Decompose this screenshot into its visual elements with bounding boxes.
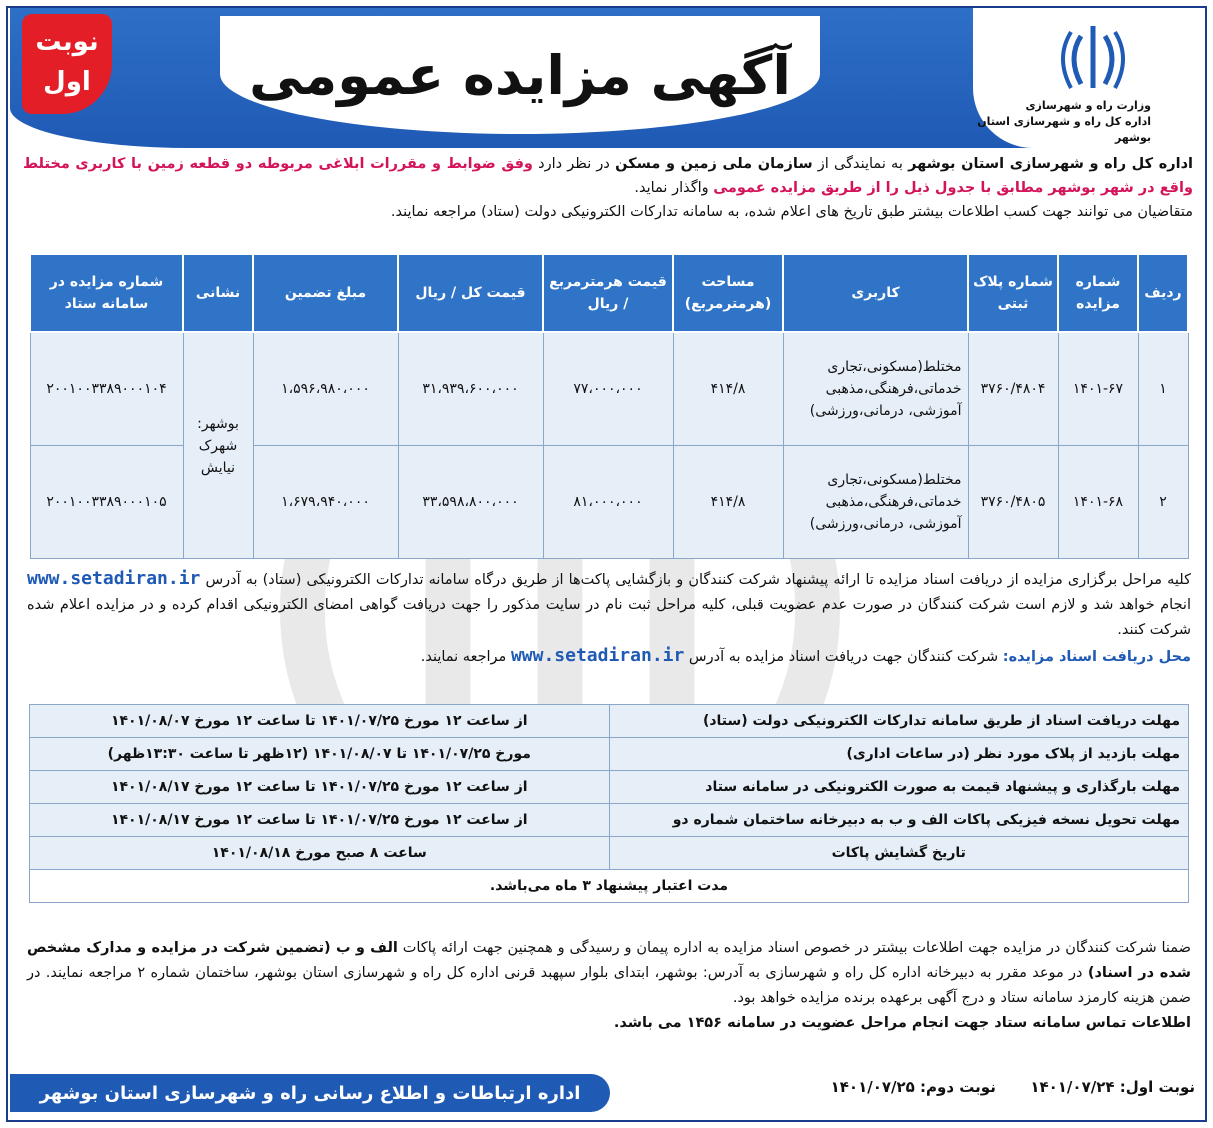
cell-auction: ۱۴۰۱-۶۷ — [1058, 332, 1138, 446]
schedule-row — [30, 804, 1189, 837]
cell-area: ۴۱۴/۸ — [673, 332, 783, 446]
table-header-row — [30, 254, 1188, 332]
schedule-value: از ساعت ۱۲ مورخ ۱۴۰۱/۰۷/۲۵ تا ساعت ۱۲ مورخ ۱۴۰۱/۰۸/۱۷ — [30, 804, 610, 837]
cell-setad: ۲۰۰۱۰۰۳۳۸۹۰۰۰۱۰۵ — [30, 446, 183, 559]
schedule-row — [30, 771, 1189, 804]
setad-link[interactable]: www.setadiran.ir — [27, 568, 201, 589]
doc-text: شرکت کنندگان جهت دریافت اسناد مزایده به آدرس — [684, 649, 1003, 665]
schedule-row — [30, 837, 1189, 870]
intro-p1d: در نظر دارد — [532, 156, 616, 172]
cell-use: مختلط(مسکونی،تجاری خدماتی،فرهنگی،مذهبی آموزشی، درمانی،ورزشی) — [783, 446, 968, 559]
cell-use: مختلط(مسکونی،تجاری خدماتی،فرهنگی،مذهبی آموزشی، درمانی،ورزشی) — [783, 332, 968, 446]
closing-b: الف و ب (تضمین شرکت در مزایده و مدارک مشخص شده در اسناد) — [27, 940, 1191, 981]
second-round-date: ۱۴۰۱/۰۷/۲۵ — [830, 1078, 915, 1096]
table-row — [30, 332, 1188, 446]
intro-text — [23, 152, 1193, 224]
col-total: قیمت کل / ریال — [398, 254, 543, 332]
schedule-row — [30, 705, 1189, 738]
col-address: نشانی — [183, 254, 253, 332]
title-box — [220, 16, 820, 134]
schedule-table — [29, 704, 1189, 903]
badge-line1: نوبت — [35, 27, 99, 57]
cell-unit-price: ۸۱،۰۰۰،۰۰۰ — [543, 446, 673, 559]
schedule-label: مهلت دریافت اسناد از طریق سامانه تدارکات الکترونیکی دولت (ستاد) — [609, 705, 1189, 738]
col-row: ردیف — [1138, 254, 1188, 332]
first-round-date: ۱۴۰۱/۰۷/۲۴ — [1030, 1078, 1115, 1096]
schedule-label: مهلت بازدید از پلاک مورد نظر (در ساعات اداری) — [609, 738, 1189, 771]
col-unit-price: قیمت هرمترمربع / ریال — [543, 254, 673, 332]
validity-note: مدت اعتبار پیشنهاد ۳ ماه می‌باشد. — [30, 870, 1189, 903]
schedule-row — [30, 738, 1189, 771]
schedule-label: مهلت بارگذاری و پیشنهاد قیمت به صورت الکترونیکی در سامانه ستاد — [609, 771, 1189, 804]
closing-paragraph — [27, 936, 1191, 1036]
col-plate: شماره پلاک ثبتی — [968, 254, 1058, 332]
first-round-label: نوبت اول: — [1114, 1078, 1195, 1096]
cell-setad: ۲۰۰۱۰۰۳۳۸۹۰۰۰۱۰۴ — [30, 332, 183, 446]
setad-link-2[interactable]: www.setadiran.ir — [510, 645, 685, 666]
ministry-line1: وزارت راه و شهرسازی — [1025, 99, 1151, 112]
page-title: آگهی مزایده عمومی — [249, 43, 791, 107]
closing-d: اطلاعات تماس سامانه ستاد جهت انجام مراحل عضویت در سامانه ۱۴۵۶ می باشد. — [613, 1015, 1191, 1031]
intro-p1b: به نمایندگی از — [812, 156, 909, 172]
stages-text-b: انجام خواهد شد و لازم است شرکت کنندگان در صورت عدم عضویت قبلی، کلیه مراحل ثبت نام در سایت مذکور را جهت دریافت گواهی امضای الکترونیکی اقدام کرده و در مزایده اعلام شده شرکت کنند. — [27, 597, 1191, 638]
cell-plate: ۳۷۶۰/۴۸۰۴ — [968, 332, 1058, 446]
col-auction: شماره مزایده — [1058, 254, 1138, 332]
schedule-label: مهلت تحویل نسخه فیزیکی پاکات الف و ب به دبیرخانه ساختمان شماره دو — [609, 804, 1189, 837]
ministry-name — [973, 98, 1151, 146]
footer-org: اداره ارتباطات و اطلاع رسانی راه و شهرسازی استان بوشهر — [10, 1074, 610, 1112]
cell-guarantee: ۱،۶۷۹،۹۴۰،۰۰۰ — [253, 446, 398, 559]
stages-text-a: کلیه مراحل برگزاری مزایده از دریافت اسناد مزایده تا ارائه پیشنهاد شرکت کنندگان و بازگشایی پاکت‌ها از طریق درگاه سامانه تدارکات الکترونیکی (ستاد) به آدرس — [200, 572, 1191, 588]
cell-total: ۳۳،۵۹۸،۸۰۰،۰۰۰ — [398, 446, 543, 559]
properties-table — [29, 253, 1189, 559]
doc-end: مراجعه نمایند. — [420, 649, 511, 665]
cell-plate: ۳۷۶۰/۴۸۰۵ — [968, 446, 1058, 559]
emblem-box — [973, 8, 1203, 148]
publication-dates — [831, 1078, 1195, 1096]
cell-area: ۴۱۴/۸ — [673, 446, 783, 559]
col-use: کاربری — [783, 254, 968, 332]
col-setad: شماره مزایده در سامانه ستاد — [30, 254, 183, 332]
intro-p2: متقاضیان می توانند جهت کسب اطلاعات بیشتر طبق تاریخ های اعلام شده، به سامانه تدارکات الکترونیکی دولت (ستاد) مراجعه نمایند. — [390, 204, 1193, 220]
schedule-value: مورخ ۱۴۰۱/۰۷/۲۵ تا ۱۴۰۱/۰۸/۰۷ (۱۲ظهر تا ساعت ۱۳:۳۰ظهر) — [30, 738, 610, 771]
schedule-value: ساعت ۸ صبح مورخ ۱۴۰۱/۰۸/۱۸ — [30, 837, 610, 870]
badge-line2: اول — [43, 67, 91, 97]
round-badge — [22, 14, 112, 114]
iran-emblem-icon — [1053, 18, 1133, 98]
footer — [10, 1068, 1203, 1116]
schedule-value: از ساعت ۱۲ مورخ ۱۴۰۱/۰۷/۲۵ تا ساعت ۱۲ مورخ ۱۴۰۱/۰۸/۱۷ — [30, 771, 610, 804]
cell-guarantee: ۱،۵۹۶،۹۸۰،۰۰۰ — [253, 332, 398, 446]
stages-paragraph — [27, 566, 1191, 670]
ministry-line2: اداره کل راه و شهرسازی استان بوشهر — [977, 115, 1151, 144]
cell-total: ۳۱،۹۳۹،۶۰۰،۰۰۰ — [398, 332, 543, 446]
intro-org: اداره کل راه و شهرسازی استان بوشهر — [908, 156, 1193, 172]
cell-unit-price: ۷۷،۰۰۰،۰۰۰ — [543, 332, 673, 446]
cell-address: بوشهر: شهرک نیایش — [183, 332, 253, 559]
schedule-value: از ساعت ۱۲ مورخ ۱۴۰۱/۰۷/۲۵ تا ساعت ۱۲ مورخ ۱۴۰۱/۰۸/۰۷ — [30, 705, 610, 738]
cell-auction: ۱۴۰۱-۶۸ — [1058, 446, 1138, 559]
header — [10, 8, 1203, 148]
intro-p1c: سازمان ملی زمین و مسکن — [615, 156, 813, 172]
closing-a: ضمنا شرکت کنندگان در مزایده جهت اطلاعات بیشتر در خصوص اسناد مزایده به اداره پیمان و رسیدگی و همچنین جهت ارائه پاکات — [397, 940, 1191, 956]
col-guarantee: مبلغ تضمین — [253, 254, 398, 332]
cell-row: ۲ — [1138, 446, 1188, 559]
col-area: مساحت (هرمترمربع) — [673, 254, 783, 332]
doc-label: محل دریافت اسناد مزایده: — [1002, 649, 1191, 665]
schedule-label: تاریخ گشایش پاکات — [609, 837, 1189, 870]
intro-highlight: وفق ضوابط و مقررات ابلاغی مربوطه دو قطعه زمین با کاربری مختلط واقع در شهر بوشهر مطابق با جدول ذیل را از طریق مزایده عمومی — [23, 156, 1193, 196]
closing-c: در موعد مقرر به دبیرخانه اداره کل راه و شهرسازی به آدرس: بوشهر، ابتدای بلوار سپهبد قرنی اداره کل راه و شهرسازی استان بوشهر، ساختمان شماره ۲ مراجعه نمایند. در ضمن هزینه کارمزد سامانه ستاد و درج آگهی برعهده برنده مزایده خواهد بود. — [27, 965, 1191, 1006]
intro-p1f: واگذار نماید. — [634, 180, 714, 196]
cell-row: ۱ — [1138, 332, 1188, 446]
second-round-label: نوبت دوم: — [914, 1078, 996, 1096]
schedule-row — [30, 870, 1189, 903]
